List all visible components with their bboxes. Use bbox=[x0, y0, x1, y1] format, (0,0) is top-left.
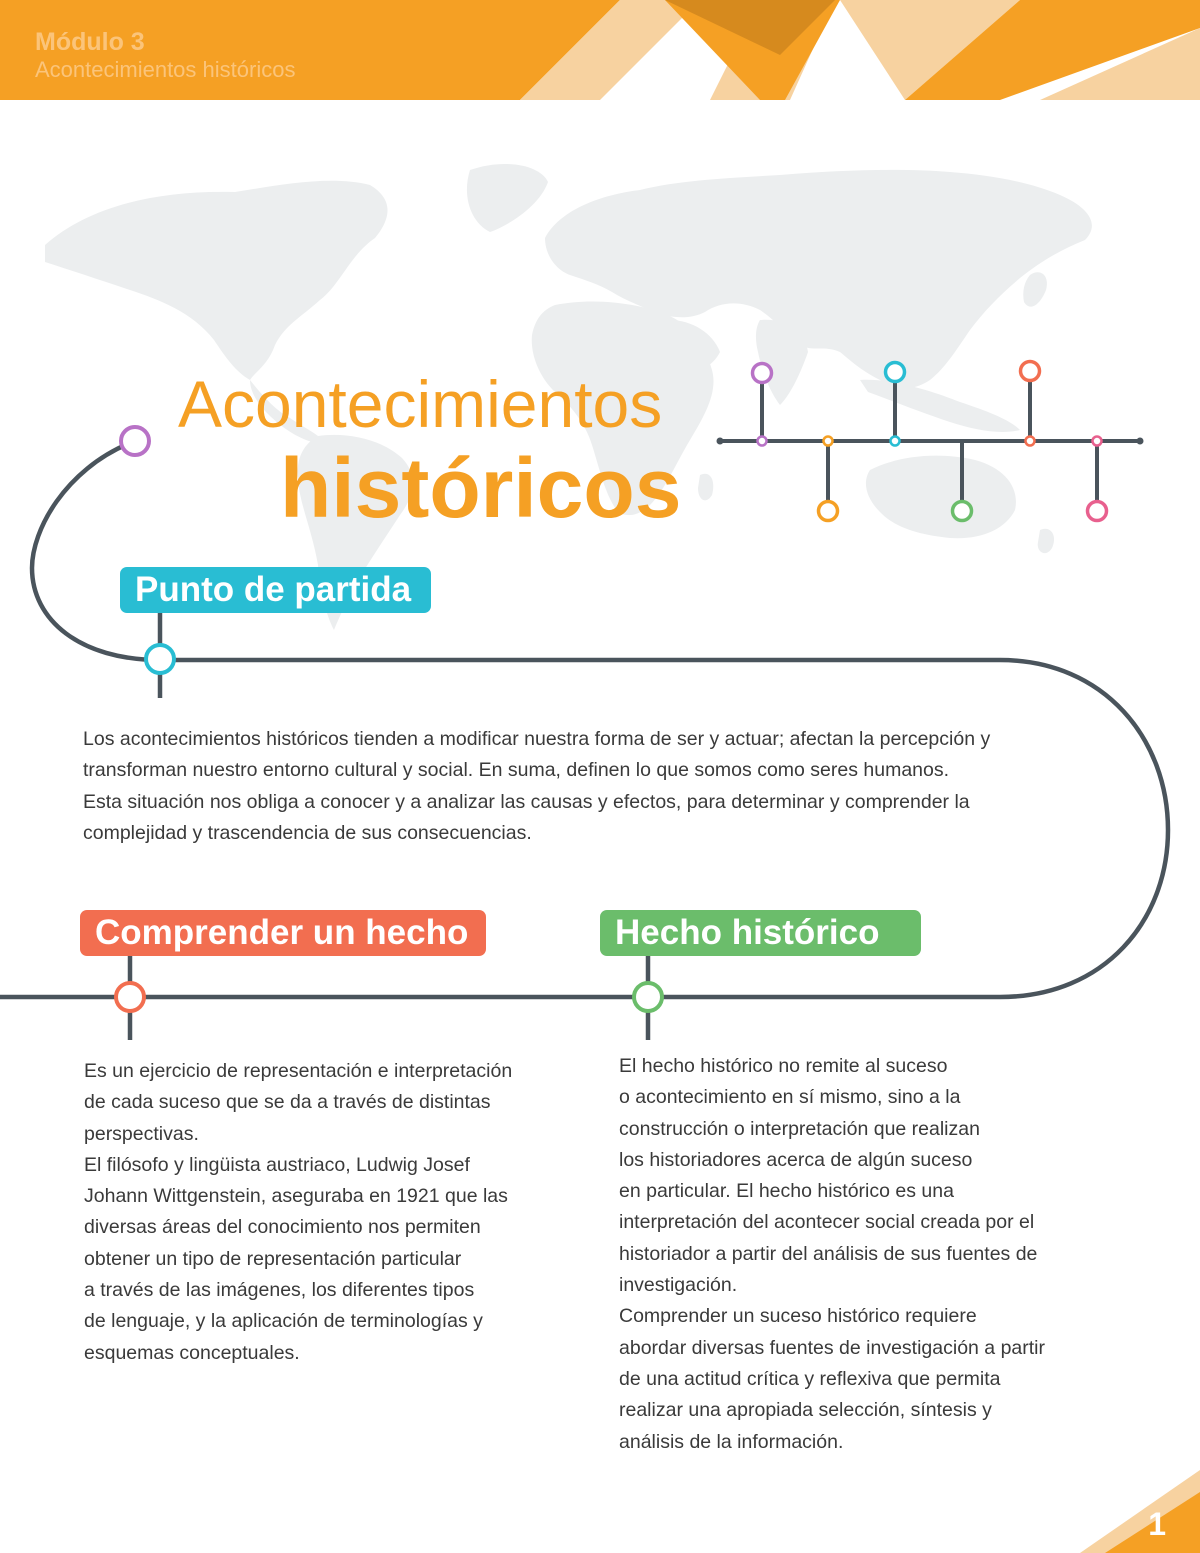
text-line: a través de las imágenes, los diferentes tipos bbox=[84, 1279, 475, 1302]
intro-paragraph bbox=[83, 724, 990, 849]
page-title-line1: Acontecimientos bbox=[178, 367, 663, 441]
text-line: análisis de la información. bbox=[619, 1430, 844, 1453]
hecho-historico-paragraph bbox=[619, 1051, 1045, 1458]
text-line: diversas áreas del conocimiento nos permiten bbox=[84, 1216, 481, 1239]
text-line: de lenguaje, y la aplicación de terminologías y bbox=[84, 1310, 483, 1333]
page-title-line2: históricos bbox=[280, 441, 682, 535]
text-line: construcción o interpretación que realizan bbox=[619, 1117, 980, 1140]
text-line: El hecho histórico no remite al suceso bbox=[619, 1055, 948, 1077]
text-line: en particular. El hecho histórico es una bbox=[619, 1180, 954, 1203]
heading-punto-de-partida: Punto de partida bbox=[120, 567, 431, 613]
text-line: Es un ejercicio de representación e interpretación bbox=[84, 1060, 513, 1082]
text-line: abordar diversas fuentes de investigación a partir bbox=[619, 1336, 1045, 1359]
text-line: interpretación del acontecer social creada por el bbox=[619, 1211, 1035, 1234]
header bbox=[35, 28, 295, 84]
text-line: Esta situación nos obliga a conocer y a analizar las causas y efectos, para determinar y comprender la bbox=[83, 790, 970, 813]
text-line: obtener un tipo de representación particular bbox=[84, 1247, 462, 1270]
text-line: transforman nuestro entorno cultural y social. En suma, definen lo que somos como seres humanos. bbox=[83, 759, 950, 782]
text-line: perspectivas. bbox=[84, 1122, 199, 1145]
text-line: de una actitud crítica y reflexiva que permita bbox=[619, 1367, 1001, 1390]
text-line: realizar una apropiada selección, síntesis y bbox=[619, 1399, 992, 1422]
text-line: los historiadores acerca de algún suceso bbox=[619, 1148, 973, 1171]
module-label: Módulo 3 bbox=[35, 28, 145, 56]
text-line: complejidad y trascendencia de sus consecuencias. bbox=[83, 821, 532, 844]
comprender-paragraph bbox=[84, 1056, 512, 1369]
heading-comprender-un-hecho: Comprender un hecho bbox=[80, 910, 486, 956]
text-line: investigación. bbox=[619, 1274, 738, 1297]
text-line: Comprender un suceso histórico requiere bbox=[619, 1305, 977, 1328]
text-line: historiador a partir del análisis de sus fuentes de bbox=[619, 1242, 1038, 1265]
text-line: Los acontecimientos históricos tienden a modificar nuestra forma de ser y actuar; afectan la percepción y bbox=[83, 728, 991, 750]
text-line: Johann Wittgenstein, aseguraba en 1921 que las bbox=[84, 1185, 508, 1208]
text-line: esquemas conceptuales. bbox=[84, 1341, 300, 1364]
text-line: de cada suceso que se da a través de distintas bbox=[84, 1091, 491, 1114]
page-number: 1 bbox=[1148, 1506, 1166, 1542]
module-subtitle: Acontecimientos históricos bbox=[35, 57, 296, 82]
heading-hecho-historico: Hecho histórico bbox=[600, 910, 921, 956]
text-line: El filósofo y lingüista austriaco, Ludwig Josef bbox=[84, 1153, 470, 1176]
text-line: o acontecimiento en sí mismo, sino a la bbox=[619, 1086, 961, 1109]
